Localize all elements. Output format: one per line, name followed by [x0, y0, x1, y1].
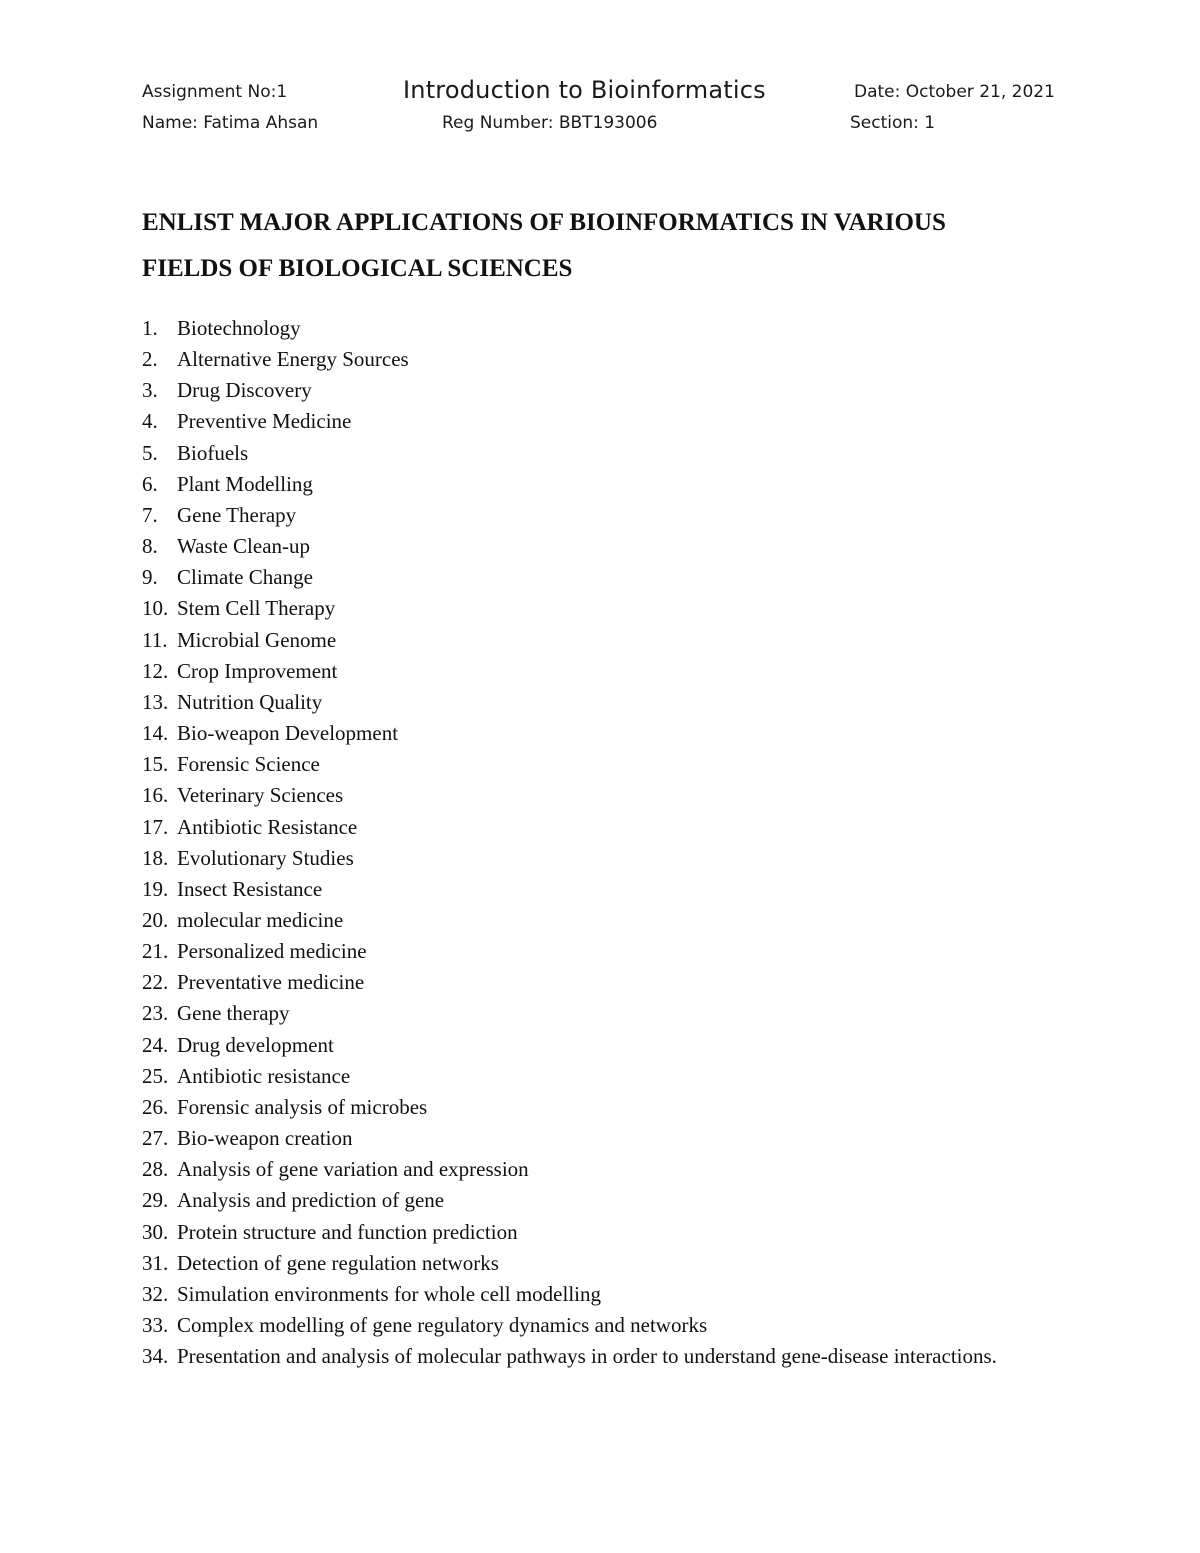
list-item-text: Veterinary Sciences [177, 783, 344, 808]
list-item-number: 4. [142, 409, 158, 434]
list-item [142, 874, 1002, 905]
list-item [142, 1248, 1002, 1279]
list-item-number: 26. [142, 1094, 169, 1119]
list-item [142, 500, 1002, 531]
list-item-text: Biotechnology [177, 316, 301, 340]
list-item-text: Waste Clean-up [177, 534, 311, 559]
list-item-text: Gene Therapy [177, 502, 297, 527]
list-item [142, 967, 1002, 998]
list-item [142, 344, 1002, 375]
list-item [142, 843, 1002, 874]
list-item-number: 6. [142, 471, 158, 496]
list-item-text: Nutrition Quality [177, 689, 323, 714]
list-item-number: 2. [142, 347, 158, 372]
list-item [142, 905, 1002, 936]
list-item-text: Simulation environments for whole cell modelling [177, 1281, 602, 1306]
list-item-text: Personalized medicine [177, 939, 367, 964]
list-item-text: Forensic Science [177, 752, 320, 777]
page-heading [142, 200, 1062, 292]
list-item-number: 7. [142, 502, 158, 527]
assignment-date: Date: October 21, 2021 [854, 82, 1055, 102]
list-item-number: 8. [142, 534, 158, 559]
list-item [142, 1123, 1002, 1154]
list-item [142, 562, 1002, 593]
list-item [142, 718, 1002, 749]
heading-line-1: ENLIST MAJOR APPLICATIONS OF BIOINFORMATICS IN VARIOUS [142, 209, 946, 236]
list-item [142, 593, 1002, 624]
list-item-text: Gene therapy [177, 1001, 290, 1026]
section-number: Section: 1 [850, 113, 936, 133]
list-item-number: 33. [142, 1313, 169, 1337]
list-item-text: Plant Modelling [177, 471, 313, 496]
list-item-number: 22. [142, 970, 169, 995]
list-item-text: Complex modelling of gene regulatory dynamics and networks [177, 1313, 708, 1337]
list-item-number: 21. [142, 939, 169, 964]
list-item-number: 23. [142, 1001, 169, 1026]
list-item [142, 1154, 1002, 1185]
list-item-text: Preventive Medicine [177, 409, 352, 434]
list-item-text: Antibiotic resistance [177, 1063, 351, 1088]
list-item-text: Protein structure and function prediction [177, 1219, 518, 1244]
assignment-number: Assignment No:1 [142, 82, 288, 102]
list-item [142, 656, 1002, 687]
list-item-number: 28. [142, 1157, 169, 1182]
list-item-number: 19. [142, 876, 169, 901]
list-item-text: Bio-weapon creation [177, 1126, 353, 1151]
list-item [142, 406, 1002, 437]
list-item-number: 14. [142, 721, 169, 746]
list-item-text: Climate Change [177, 565, 313, 590]
course-title: Introduction to Bioinformatics [403, 76, 766, 104]
list-item-number: 30. [142, 1219, 169, 1244]
list-item-number: 1. [142, 316, 158, 340]
list-item [142, 687, 1002, 718]
list-item-text: Detection of gene regulation networks [177, 1250, 499, 1275]
list-item-text: Alternative Energy Sources [177, 347, 409, 372]
list-item-number: 10. [142, 596, 169, 621]
list-item-number: 25. [142, 1063, 169, 1088]
list-item-number: 5. [142, 440, 158, 465]
list-item-number: 20. [142, 907, 169, 932]
list-item [142, 438, 1002, 469]
list-item-text: Preventative medicine [177, 970, 365, 995]
list-item-text: Bio-weapon Development [177, 721, 399, 746]
list-item-number: 17. [142, 814, 169, 839]
list-item-number: 15. [142, 752, 169, 777]
list-item [142, 1341, 1002, 1372]
reg-number: Reg Number: BBT193006 [442, 113, 658, 133]
list-item-text: molecular medicine [177, 907, 344, 932]
list-item [142, 313, 1002, 344]
list-item-text: Biofuels [177, 440, 249, 465]
list-item-text: Drug development [177, 1032, 334, 1057]
list-item [142, 1185, 1002, 1216]
student-name: Name: Fatima Ahsan [142, 113, 319, 133]
list-item-number: 18. [142, 845, 169, 870]
header-row-top [142, 76, 1062, 112]
list-item [142, 998, 1002, 1029]
list-item [142, 780, 1002, 811]
list-item-number: 34. [142, 1344, 169, 1369]
list-item [142, 812, 1002, 843]
list-item [142, 375, 1002, 406]
list-item-number: 29. [142, 1188, 169, 1213]
list-item-text: Drug Discovery [177, 378, 312, 403]
list-item-text: Analysis of gene variation and expression [177, 1157, 529, 1182]
list-item-number: 32. [142, 1281, 169, 1306]
header-row-bottom [142, 113, 1062, 137]
list-item [142, 1279, 1002, 1310]
list-item-text: Forensic analysis of microbes [177, 1094, 428, 1119]
list-item [142, 1061, 1002, 1092]
list-item-number: 13. [142, 689, 169, 714]
list-item-number: 12. [142, 658, 169, 683]
heading-line-2: FIELDS OF BIOLOGICAL SCIENCES [142, 255, 573, 282]
list-item [142, 749, 1002, 780]
list-item [142, 1217, 1002, 1248]
list-item [142, 936, 1002, 967]
list-item [142, 1092, 1002, 1123]
list-item [142, 531, 1002, 562]
list-item [142, 625, 1002, 656]
list-item-text: Crop Improvement [177, 658, 338, 683]
applications-list [142, 313, 1002, 1372]
list-item [142, 469, 1002, 500]
list-item-number: 31. [142, 1250, 169, 1275]
list-item-number: 3. [142, 378, 158, 403]
list-item-number: 9. [142, 565, 158, 590]
list-item-text: Antibiotic Resistance [177, 814, 358, 839]
list-item-number: 11. [142, 627, 168, 652]
list-item-text: Presentation and analysis of molecular pathways in order to understand gene-disease interactions. [177, 1344, 997, 1369]
list-item-text: Analysis and prediction of gene [177, 1188, 445, 1213]
list-item-text: Microbial Genome [177, 627, 337, 652]
list-item [142, 1310, 1002, 1341]
list-item-text: Insect Resistance [177, 876, 323, 901]
list-item [142, 1030, 1002, 1061]
list-item-number: 27. [142, 1126, 169, 1151]
list-item-text: Evolutionary Studies [177, 845, 354, 870]
list-item-number: 24. [142, 1032, 169, 1057]
list-item-number: 16. [142, 783, 169, 808]
list-item-text: Stem Cell Therapy [177, 596, 336, 621]
